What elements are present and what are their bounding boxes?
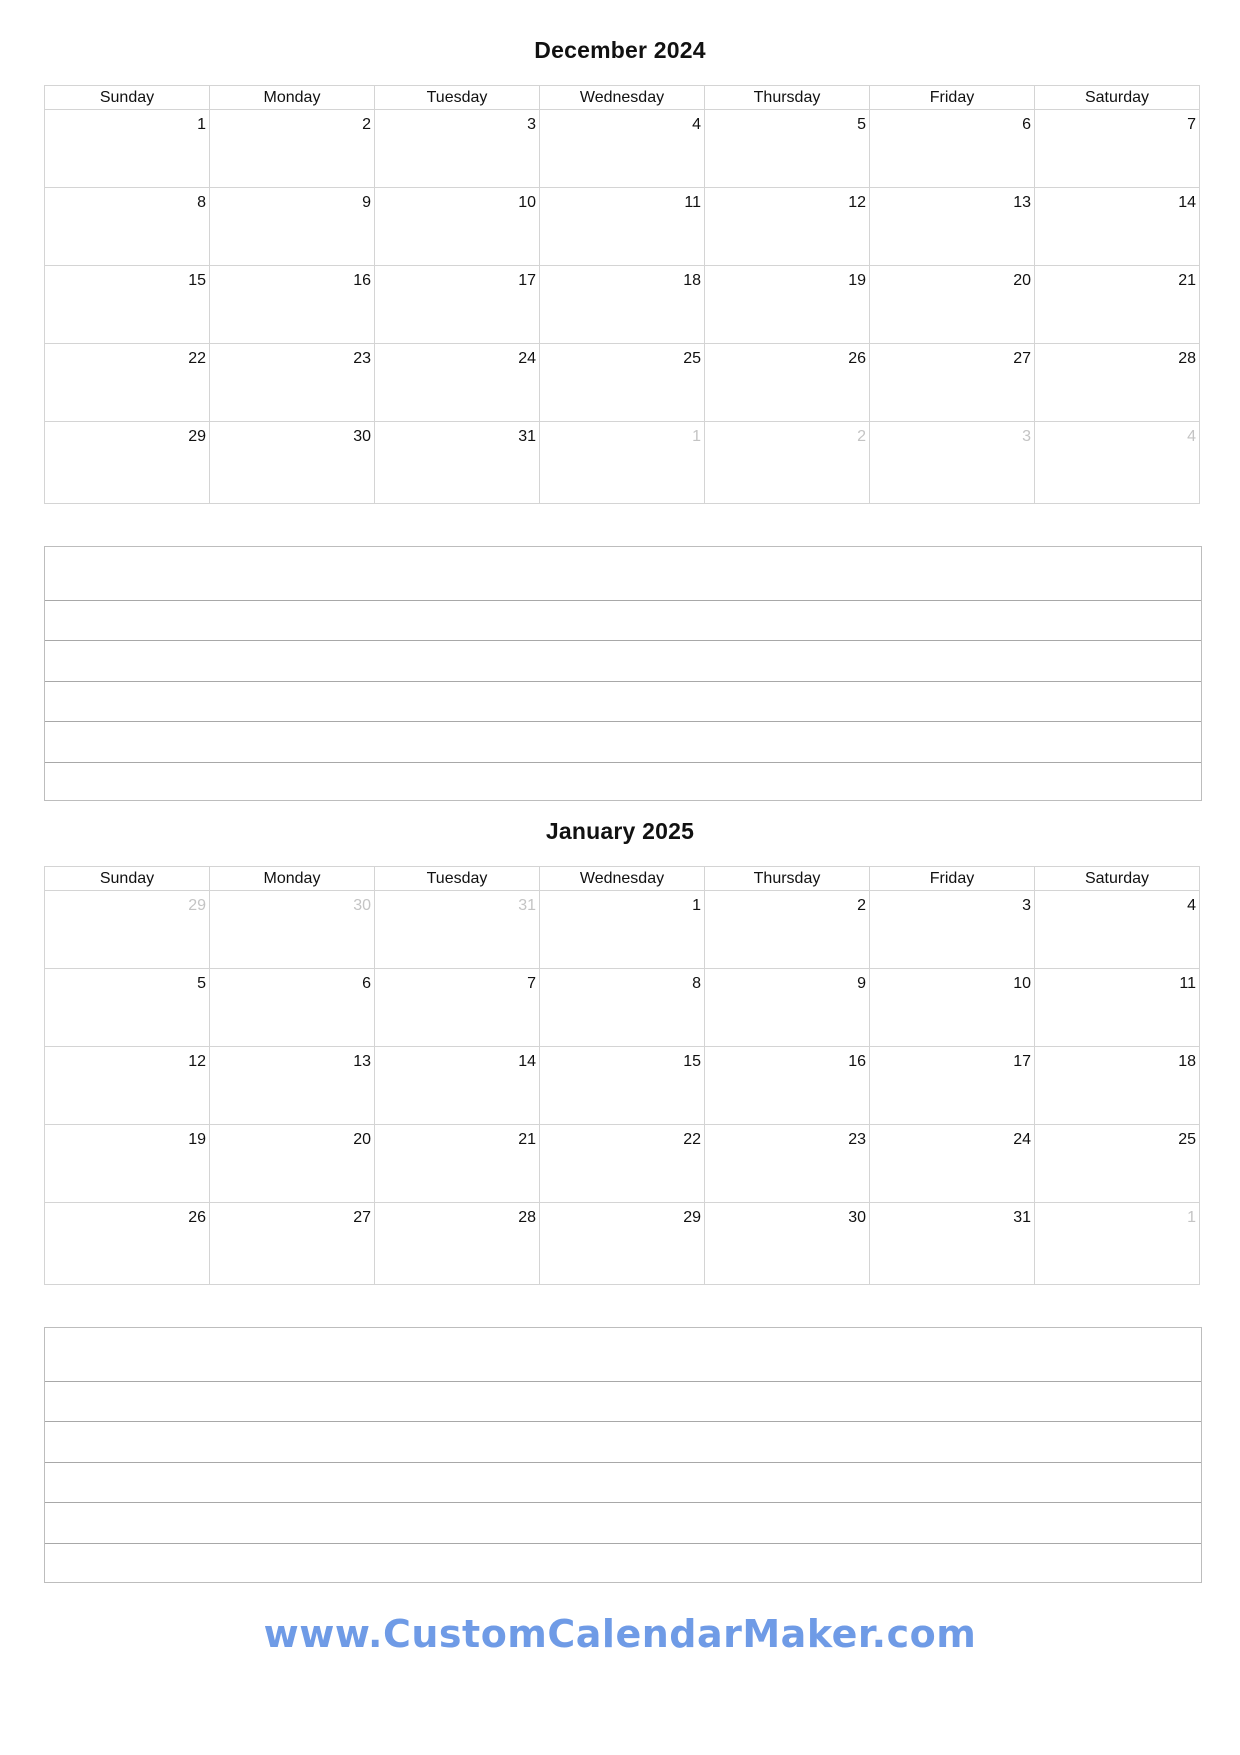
week-row xyxy=(45,1125,1200,1203)
day-number: 7 xyxy=(1187,116,1196,133)
month-title-january: January 2025 xyxy=(545,818,695,844)
day-cell[interactable] xyxy=(540,188,705,266)
day-number: 29 xyxy=(683,1209,701,1226)
day-number: 26 xyxy=(188,1209,206,1226)
day-cell[interactable] xyxy=(870,266,1035,344)
day-number: 25 xyxy=(683,350,701,367)
notes-line xyxy=(45,1543,1201,1544)
day-cell[interactable] xyxy=(705,891,870,969)
day-number: 1 xyxy=(1187,1209,1196,1226)
weekday-header-tuesday: Tuesday xyxy=(375,86,540,110)
week-row xyxy=(45,1047,1200,1125)
day-cell[interactable] xyxy=(540,266,705,344)
day-number: 18 xyxy=(1178,1053,1196,1070)
weekday-header-friday: Friday xyxy=(870,86,1035,110)
day-cell-other-month[interactable] xyxy=(210,891,375,969)
day-number: 23 xyxy=(353,350,371,367)
day-cell[interactable] xyxy=(870,891,1035,969)
day-number: 14 xyxy=(518,1053,536,1070)
day-cell[interactable] xyxy=(705,1125,870,1203)
weekday-header-row xyxy=(45,86,1200,110)
weekday-header-tuesday: Tuesday xyxy=(375,867,540,891)
day-cell[interactable] xyxy=(375,266,540,344)
day-cell[interactable] xyxy=(705,344,870,422)
day-cell[interactable] xyxy=(210,422,375,504)
day-number: 8 xyxy=(692,975,701,992)
day-number: 16 xyxy=(848,1053,866,1070)
day-number: 6 xyxy=(362,975,371,992)
day-cell-other-month[interactable] xyxy=(45,891,210,969)
day-number: 14 xyxy=(1178,194,1196,211)
day-number: 11 xyxy=(1179,975,1196,992)
day-number: 13 xyxy=(353,1053,371,1070)
day-cell[interactable] xyxy=(210,344,375,422)
website-watermark[interactable]: www.CustomCalendarMaker.com xyxy=(263,1612,977,1656)
day-cell-other-month[interactable] xyxy=(705,422,870,504)
notes-box-december[interactable] xyxy=(44,546,1202,801)
notes-line xyxy=(45,1462,1201,1463)
week-row xyxy=(45,110,1200,188)
day-cell[interactable] xyxy=(375,110,540,188)
day-cell[interactable] xyxy=(375,1047,540,1125)
day-cell[interactable] xyxy=(45,110,210,188)
day-number: 6 xyxy=(1022,116,1031,133)
notes-line xyxy=(45,1502,1201,1503)
day-number: 9 xyxy=(362,194,371,211)
day-cell[interactable] xyxy=(870,969,1035,1047)
day-number: 11 xyxy=(684,194,701,211)
day-cell[interactable] xyxy=(375,188,540,266)
weekday-header-sunday: Sunday xyxy=(45,867,210,891)
week-row xyxy=(45,891,1200,969)
day-number: 22 xyxy=(683,1131,701,1148)
week-row xyxy=(45,344,1200,422)
day-number: 19 xyxy=(188,1131,206,1148)
week-row xyxy=(45,1203,1200,1285)
day-cell[interactable] xyxy=(870,110,1035,188)
day-cell[interactable] xyxy=(540,891,705,969)
day-cell[interactable] xyxy=(1035,891,1200,969)
day-number: 10 xyxy=(1013,975,1031,992)
day-cell[interactable] xyxy=(870,1203,1035,1285)
day-cell[interactable] xyxy=(540,1125,705,1203)
week-row xyxy=(45,969,1200,1047)
day-number: 21 xyxy=(518,1131,536,1148)
day-number: 24 xyxy=(1013,1131,1031,1148)
day-number: 18 xyxy=(683,272,701,289)
day-number: 25 xyxy=(1178,1131,1196,1148)
day-cell[interactable] xyxy=(540,1047,705,1125)
day-number: 1 xyxy=(692,428,701,445)
notes-line xyxy=(45,721,1201,722)
day-number: 20 xyxy=(353,1131,371,1148)
notes-line xyxy=(45,681,1201,682)
day-number: 22 xyxy=(188,350,206,367)
day-number: 15 xyxy=(683,1053,701,1070)
day-cell[interactable] xyxy=(210,266,375,344)
day-number: 29 xyxy=(188,897,206,914)
day-cell[interactable] xyxy=(540,969,705,1047)
day-cell[interactable] xyxy=(375,969,540,1047)
day-number: 4 xyxy=(1187,428,1196,445)
day-cell[interactable] xyxy=(210,1047,375,1125)
weekday-header-saturday: Saturday xyxy=(1035,867,1200,891)
day-number: 4 xyxy=(1187,897,1196,914)
day-number: 27 xyxy=(1013,350,1031,367)
calendar-grid-december xyxy=(44,85,1200,504)
day-cell[interactable] xyxy=(1035,1125,1200,1203)
day-cell[interactable] xyxy=(540,344,705,422)
day-cell[interactable] xyxy=(1035,188,1200,266)
day-number: 30 xyxy=(353,428,371,445)
day-number: 1 xyxy=(197,116,206,133)
day-cell[interactable] xyxy=(375,1203,540,1285)
day-cell[interactable] xyxy=(870,1047,1035,1125)
day-cell[interactable] xyxy=(210,188,375,266)
day-cell-other-month[interactable] xyxy=(540,422,705,504)
weekday-header-monday: Monday xyxy=(210,86,375,110)
day-cell[interactable] xyxy=(705,188,870,266)
day-cell[interactable] xyxy=(210,1125,375,1203)
day-cell[interactable] xyxy=(210,1203,375,1285)
day-number: 27 xyxy=(353,1209,371,1226)
day-cell[interactable] xyxy=(705,266,870,344)
day-number: 2 xyxy=(362,116,371,133)
notes-line xyxy=(45,1421,1201,1422)
day-cell-other-month[interactable] xyxy=(1035,1203,1200,1285)
day-number: 2 xyxy=(857,897,866,914)
day-cell[interactable] xyxy=(1035,1047,1200,1125)
day-cell[interactable] xyxy=(45,344,210,422)
day-cell[interactable] xyxy=(705,1203,870,1285)
day-cell-other-month[interactable] xyxy=(870,422,1035,504)
day-cell[interactable] xyxy=(375,344,540,422)
day-cell[interactable] xyxy=(375,422,540,504)
day-number: 4 xyxy=(692,116,701,133)
day-number: 2 xyxy=(857,428,866,445)
month-title-december: December 2024 xyxy=(534,37,706,63)
day-number: 31 xyxy=(518,428,536,445)
notes-line xyxy=(45,600,1201,601)
day-number: 28 xyxy=(518,1209,536,1226)
day-number: 5 xyxy=(857,116,866,133)
day-number: 23 xyxy=(848,1131,866,1148)
weekday-header-saturday: Saturday xyxy=(1035,86,1200,110)
day-cell[interactable] xyxy=(540,1203,705,1285)
day-number: 9 xyxy=(857,975,866,992)
day-cell[interactable] xyxy=(45,266,210,344)
day-cell[interactable] xyxy=(210,969,375,1047)
day-number: 20 xyxy=(1013,272,1031,289)
weekday-header-sunday: Sunday xyxy=(45,86,210,110)
day-cell[interactable] xyxy=(45,422,210,504)
day-number: 3 xyxy=(1022,428,1031,445)
weekday-header-wednesday: Wednesday xyxy=(540,86,705,110)
day-cell[interactable] xyxy=(705,969,870,1047)
day-cell[interactable] xyxy=(45,1203,210,1285)
day-number: 31 xyxy=(518,897,536,914)
day-number: 17 xyxy=(1013,1053,1031,1070)
notes-line xyxy=(45,762,1201,763)
calendar-grid-january xyxy=(44,866,1200,1285)
day-cell[interactable] xyxy=(1035,266,1200,344)
day-number: 3 xyxy=(1022,897,1031,914)
week-row xyxy=(45,188,1200,266)
day-cell[interactable] xyxy=(870,188,1035,266)
weekday-header-thursday: Thursday xyxy=(705,86,870,110)
day-cell[interactable] xyxy=(705,1047,870,1125)
day-cell[interactable] xyxy=(1035,969,1200,1047)
day-number: 17 xyxy=(518,272,536,289)
day-number: 12 xyxy=(188,1053,206,1070)
day-number: 16 xyxy=(353,272,371,289)
day-cell-other-month[interactable] xyxy=(1035,422,1200,504)
day-cell[interactable] xyxy=(1035,344,1200,422)
day-number: 28 xyxy=(1178,350,1196,367)
day-number: 13 xyxy=(1013,194,1031,211)
day-cell[interactable] xyxy=(705,110,870,188)
notes-box-january[interactable] xyxy=(44,1327,1202,1583)
day-number: 30 xyxy=(848,1209,866,1226)
weekday-header-row xyxy=(45,867,1200,891)
weekday-header-monday: Monday xyxy=(210,867,375,891)
day-number: 5 xyxy=(197,975,206,992)
day-number: 1 xyxy=(692,897,701,914)
day-cell[interactable] xyxy=(375,1125,540,1203)
day-number: 8 xyxy=(197,194,206,211)
day-number: 29 xyxy=(188,428,206,445)
day-cell[interactable] xyxy=(45,1047,210,1125)
day-number: 21 xyxy=(1178,272,1196,289)
day-number: 15 xyxy=(188,272,206,289)
day-number: 12 xyxy=(848,194,866,211)
day-number: 10 xyxy=(518,194,536,211)
notes-line xyxy=(45,1381,1201,1382)
day-number: 31 xyxy=(1013,1209,1031,1226)
day-cell[interactable] xyxy=(45,188,210,266)
day-number: 24 xyxy=(518,350,536,367)
week-row xyxy=(45,266,1200,344)
day-cell[interactable] xyxy=(45,969,210,1047)
notes-line xyxy=(45,640,1201,641)
weekday-header-friday: Friday xyxy=(870,867,1035,891)
day-cell[interactable] xyxy=(45,1125,210,1203)
weekday-header-wednesday: Wednesday xyxy=(540,867,705,891)
day-cell[interactable] xyxy=(210,110,375,188)
day-number: 3 xyxy=(527,116,536,133)
day-number: 26 xyxy=(848,350,866,367)
week-row xyxy=(45,422,1200,504)
day-number: 19 xyxy=(848,272,866,289)
weekday-header-thursday: Thursday xyxy=(705,867,870,891)
day-number: 30 xyxy=(353,897,371,914)
day-cell[interactable] xyxy=(540,110,705,188)
day-cell-other-month[interactable] xyxy=(375,891,540,969)
day-cell[interactable] xyxy=(870,1125,1035,1203)
day-number: 7 xyxy=(527,975,536,992)
day-cell[interactable] xyxy=(1035,110,1200,188)
day-cell[interactable] xyxy=(870,344,1035,422)
